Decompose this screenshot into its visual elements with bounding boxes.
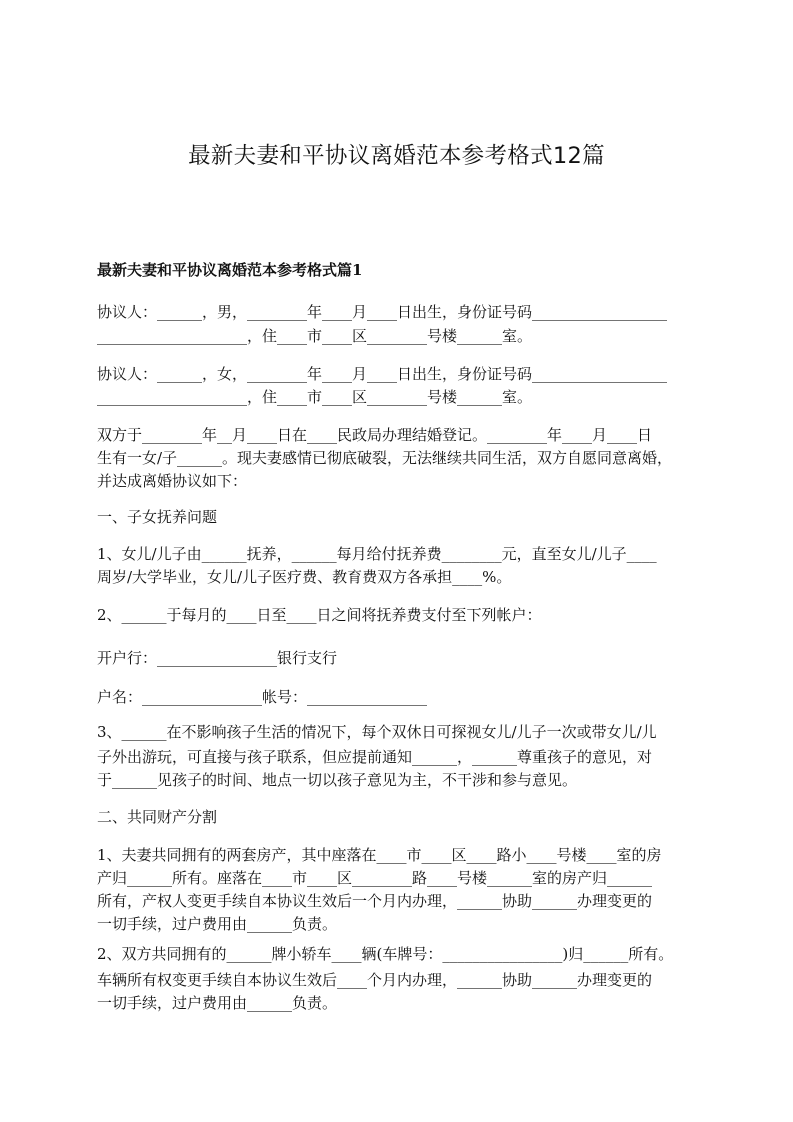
- paragraph-line: 并达成离婚协议如下：: [97, 472, 248, 490]
- document-title: 最新夫妻和平协议离婚范本参考格式12篇: [188, 143, 605, 169]
- paragraph-line: 子外出游玩，可直接与孩子联系，但应提前通知______，______尊重孩子的意见，对: [97, 748, 653, 766]
- section-title: 最新夫妻和平协议离婚范本参考格式篇1: [97, 261, 363, 279]
- paragraph-line: 2、双方共同拥有的______牌小轿车____辆(车牌号：________________)归______所有。: [97, 945, 674, 963]
- paragraph-line: ____________________，住____市____区________号楼______室。: [97, 327, 533, 345]
- paragraph-line: 一切手续，过户费用由______负责。: [97, 994, 338, 1012]
- paragraph-line: 2、______于每月的____日至____日之间将抚养费支付至下列帐户：: [97, 606, 542, 624]
- paragraph-line: 1、夫妻共同拥有的两套房产，其中座落在____市____区____路小____号楼____室的房: [97, 846, 662, 864]
- paragraph-line: 户名：________________帐号：________________: [97, 688, 428, 706]
- section-heading: 二、共同财产分割: [97, 808, 218, 826]
- paragraph-line: 协议人：______，女，________年____月____日出生，身份证号码__________________: [97, 365, 668, 383]
- paragraph-line: 协议人：______，男，________年____月____日出生，身份证号码__________________: [97, 303, 668, 321]
- paragraph-line: 于______见孩子的时间、地点一切以孩子意见为主，不干涉和参与意见。: [97, 771, 578, 789]
- section-heading: 一、子女抚养问题: [97, 508, 218, 526]
- paragraph-line: 1、女儿/儿子由______抚养，______每月给付抚养费________元，直至女儿/儿子____: [97, 545, 657, 563]
- paragraph-line: 所有，产权人变更手续自本协议生效后一个月内办理，______协助______办理变更的: [97, 892, 653, 910]
- paragraph-line: 3、______在不影响孩子生活的情况下，每个双休日可探视女儿/儿子一次或带女儿/儿: [97, 723, 657, 741]
- paragraph-line: 开户行：________________银行支行: [97, 649, 338, 667]
- paragraph-line: 产归______所有。座落在____市____区________路____号楼______室的房产归______: [97, 869, 653, 887]
- paragraph-line: 生有一女/子______。现夫妻感情已彻底破裂，无法继续共同生活，双方自愿同意离婚，: [97, 449, 673, 467]
- paragraph-line: 车辆所有权变更手续自本协议生效后____个月内办理，______协助______办理变更的: [97, 971, 653, 989]
- paragraph-line: 双方于________年__月____日在____民政局办理结婚登记。________年____月____日: [97, 426, 653, 444]
- paragraph-line: ____________________，住____市____区________号楼______室。: [97, 388, 533, 406]
- paragraph-line: 周岁/大学毕业，女儿/儿子医疗费、教育费双方各承担____%。: [97, 568, 512, 586]
- paragraph-line: 一切手续，过户费用由______负责。: [97, 915, 338, 933]
